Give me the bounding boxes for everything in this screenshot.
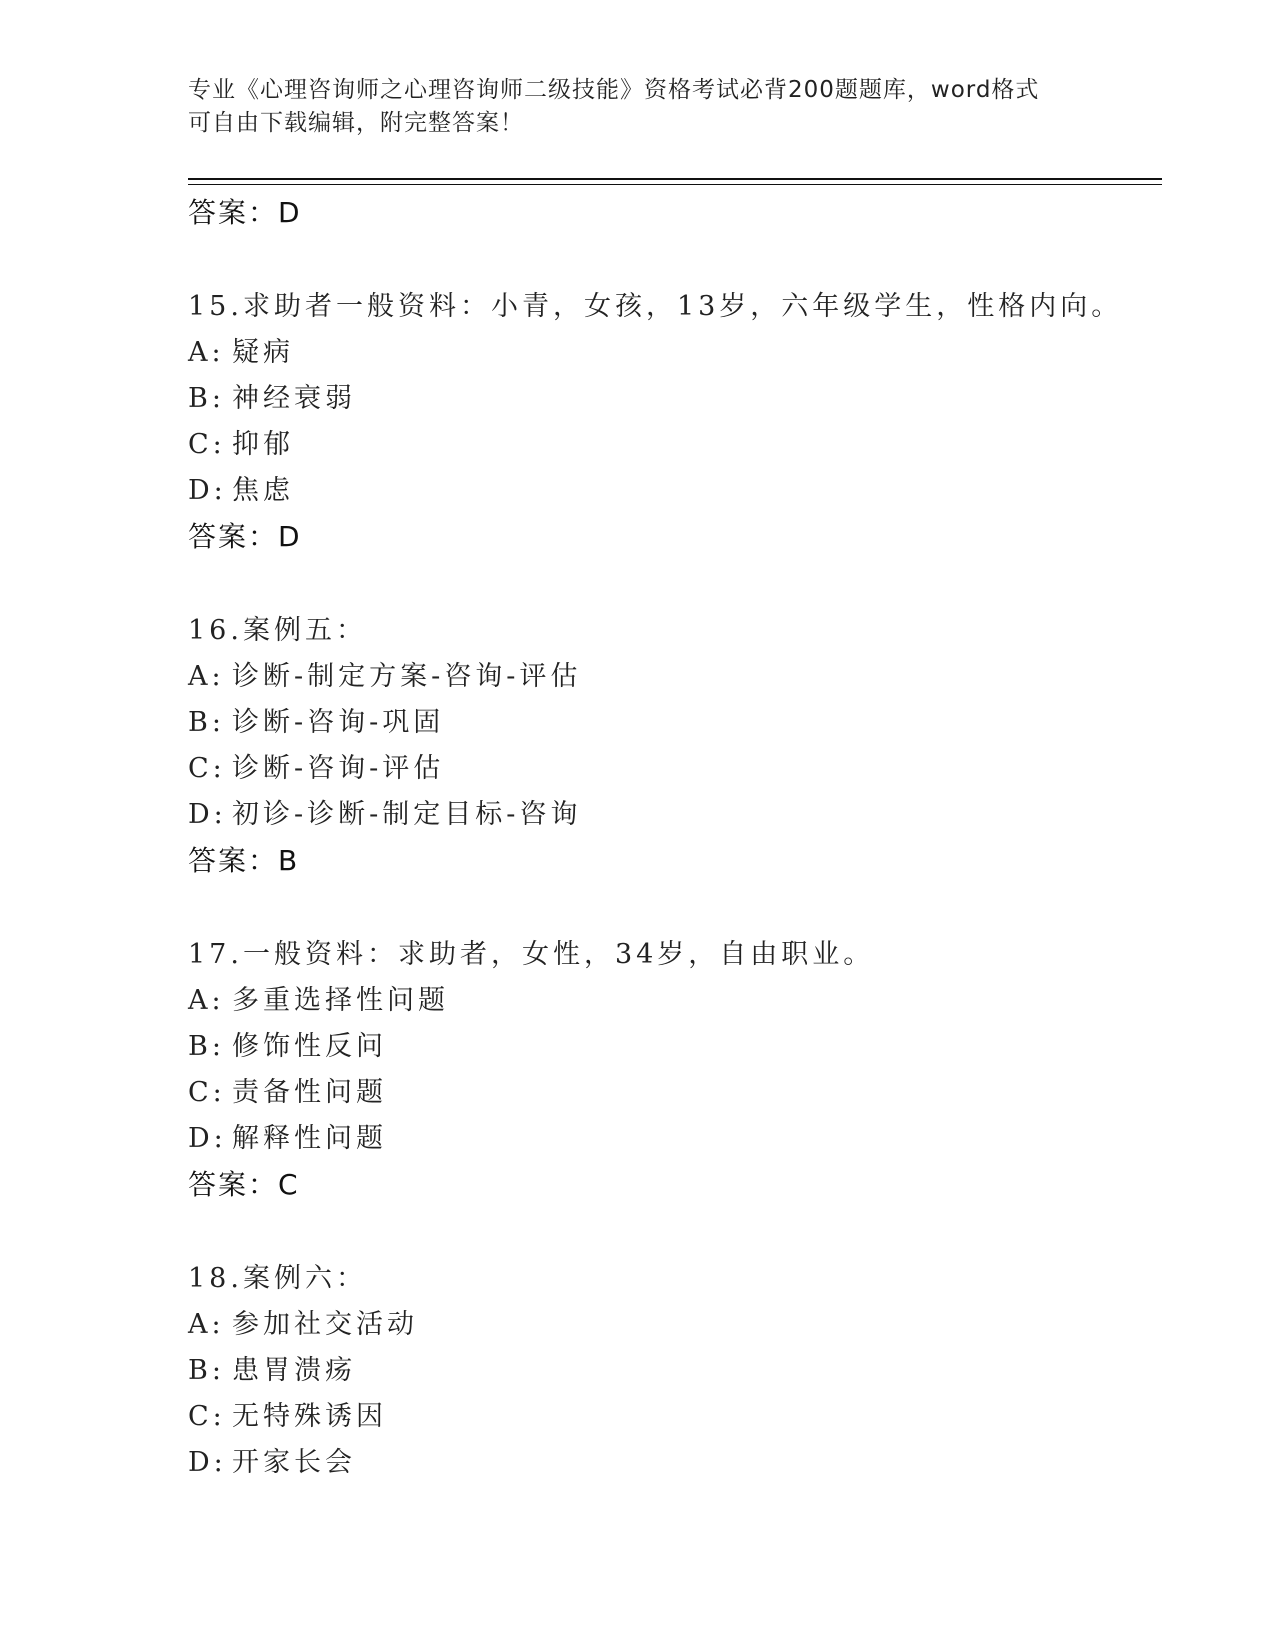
answer-line: 答案：D (188, 520, 302, 553)
option-letter: C: (188, 753, 226, 784)
option-letter: C: (188, 1077, 226, 1108)
option-b (188, 376, 1162, 422)
option-letter: A: (188, 337, 225, 368)
option-text: 责备性问题 (232, 1077, 387, 1108)
option-b (188, 1348, 1162, 1394)
option-letter: D: (188, 799, 227, 830)
option-letter: A: (188, 661, 225, 692)
option-c (188, 1070, 1162, 1116)
answer-line: 答案：B (188, 844, 300, 877)
option-letter: D: (188, 1447, 227, 1478)
option-letter: A: (188, 1309, 225, 1340)
spacer (188, 236, 1162, 284)
option-text: 患胃溃疡 (232, 1355, 356, 1386)
option-text: 诊断-制定方案-咨询-评估 (232, 661, 582, 692)
question-block (188, 608, 1162, 884)
document-header (188, 74, 1088, 140)
option-text: 初诊-诊断-制定目标-咨询 (232, 799, 582, 830)
option-letter: B: (188, 707, 225, 738)
option-letter: D: (188, 1123, 227, 1154)
option-d (188, 1116, 1162, 1162)
option-a (188, 654, 1162, 700)
option-text: 神经衰弱 (232, 383, 356, 414)
question-stem: 18.案例六： (188, 1263, 367, 1294)
option-c (188, 1394, 1162, 1440)
option-c (188, 746, 1162, 792)
question-block (188, 932, 1162, 1208)
option-b (188, 700, 1162, 746)
option-text: 解释性问题 (232, 1123, 387, 1154)
option-d (188, 792, 1162, 838)
option-a (188, 330, 1162, 376)
option-text: 疑病 (232, 337, 294, 368)
header-rule-thin (188, 184, 1162, 185)
option-text: 开家长会 (232, 1447, 356, 1478)
option-d (188, 468, 1162, 514)
option-letter: B: (188, 1031, 225, 1062)
option-c (188, 422, 1162, 468)
option-letter: C: (188, 1401, 226, 1432)
question-stem: 15.求助者一般资料：小青，女孩，13岁，六年级学生，性格内向。 (188, 291, 1123, 322)
header-line-2: 可自由下载编辑，附完整答案！ (188, 110, 524, 136)
option-text: 修饰性反问 (232, 1031, 387, 1062)
header-line-1: 专业《心理咨询师之心理咨询师二级技能》资格考试必背200题题库，word格式 (188, 77, 1040, 103)
answer-line: 答案：C (188, 1168, 300, 1201)
option-text: 诊断-咨询-评估 (232, 753, 445, 784)
option-d (188, 1440, 1162, 1486)
question-list (188, 190, 1162, 1486)
option-letter: B: (188, 1355, 225, 1386)
spacer (188, 884, 1162, 932)
option-a (188, 1302, 1162, 1348)
spacer (188, 560, 1162, 608)
header-rule-thick (188, 178, 1162, 180)
option-b (188, 1024, 1162, 1070)
answer-line: 答案：D (188, 196, 302, 229)
option-letter: A: (188, 985, 225, 1016)
option-text: 无特殊诱因 (232, 1401, 387, 1432)
option-letter: C: (188, 429, 226, 460)
option-letter: B: (188, 383, 225, 414)
option-text: 抑郁 (232, 429, 294, 460)
question-stem: 16.案例五： (188, 615, 367, 646)
question-block (188, 1256, 1162, 1486)
question-block (188, 284, 1162, 560)
spacer (188, 1208, 1162, 1256)
option-text: 焦虑 (232, 475, 294, 506)
question-stem: 17.一般资料：求助者，女性，34岁，自由职业。 (188, 939, 875, 970)
option-letter: D: (188, 475, 227, 506)
option-text: 多重选择性问题 (232, 985, 449, 1016)
option-a (188, 978, 1162, 1024)
option-text: 参加社交活动 (232, 1309, 418, 1340)
option-text: 诊断-咨询-巩固 (232, 707, 445, 738)
